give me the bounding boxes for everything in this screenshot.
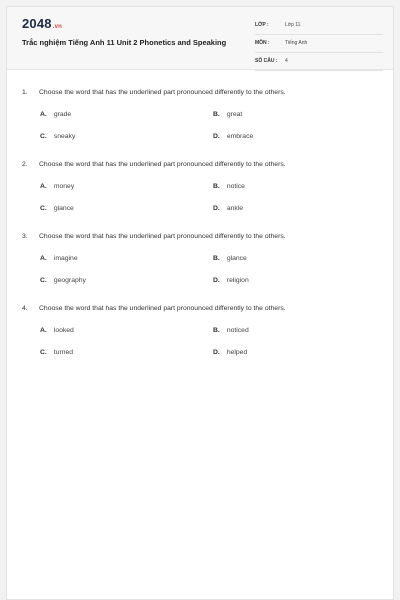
option-letter: D.	[213, 205, 220, 212]
question-2	[7, 151, 393, 223]
question-text: Choose the word that has the underlined part pronounced differently to the others.	[39, 305, 286, 312]
option-c[interactable]	[40, 349, 73, 356]
meta-row-subject	[255, 38, 383, 53]
meta-label: LỚP :	[255, 22, 269, 28]
option-letter: B.	[213, 111, 220, 118]
option-b[interactable]	[213, 183, 245, 190]
option-d[interactable]	[213, 277, 249, 284]
option-a[interactable]	[40, 111, 71, 118]
option-text: glance	[226, 255, 247, 262]
option-b[interactable]	[213, 255, 247, 262]
option-a[interactable]	[40, 255, 78, 262]
option-d[interactable]	[213, 205, 243, 212]
option-text: notice	[226, 183, 245, 190]
option-text: ankle	[226, 205, 244, 212]
question-text: Choose the word that has the underlined part pronounced differently to the others.	[39, 89, 286, 96]
option-letter: D.	[213, 277, 220, 284]
option-a[interactable]	[40, 183, 74, 190]
page-header	[7, 7, 393, 70]
option-text: glance	[53, 205, 74, 212]
option-letter: A.	[40, 183, 47, 190]
option-text: geography	[53, 277, 86, 284]
option-text: sneaky	[53, 133, 76, 140]
option-letter: C.	[40, 205, 47, 212]
question-number: 2.	[22, 161, 28, 168]
option-letter: B.	[213, 327, 220, 334]
option-d[interactable]	[213, 133, 253, 140]
meta-label: SỐ CÂU :	[255, 58, 278, 64]
option-letter: A.	[40, 111, 47, 118]
question-number: 4.	[22, 305, 28, 312]
logo-suffix: .vn	[52, 24, 63, 30]
option-letter: A.	[40, 255, 47, 262]
option-letter: A.	[40, 327, 47, 334]
question-number: 3.	[22, 233, 28, 240]
option-c[interactable]	[40, 133, 75, 140]
option-a[interactable]	[40, 327, 74, 334]
option-text: looked	[53, 327, 74, 334]
option-letter: D.	[213, 133, 220, 140]
option-c[interactable]	[40, 205, 74, 212]
question-text: Choose the word that has the underlined part pronounced differently to the others.	[39, 233, 286, 240]
option-text: embrace	[226, 133, 254, 140]
option-d[interactable]	[213, 349, 247, 356]
meta-row-count	[255, 56, 383, 71]
meta-label: MÔN :	[255, 40, 270, 46]
meta-value: 4	[285, 58, 288, 64]
option-text: imagine	[53, 255, 78, 262]
question-1	[7, 79, 393, 151]
option-letter: C.	[40, 133, 47, 140]
question-4	[7, 295, 393, 367]
logo-text: 2048	[22, 16, 52, 31]
option-text: grade	[53, 111, 72, 118]
option-text: helped	[226, 349, 248, 356]
option-letter: C.	[40, 349, 47, 356]
option-c[interactable]	[40, 277, 86, 284]
option-letter: C.	[40, 277, 47, 284]
option-letter: B.	[213, 255, 220, 262]
question-list	[7, 79, 393, 367]
option-text: turned	[53, 349, 74, 356]
option-b[interactable]	[213, 327, 249, 334]
option-text: noticed	[226, 327, 249, 334]
question-text: Choose the word that has the underlined part pronounced differently to the others.	[39, 161, 286, 168]
meta-value: Tiếng Anh	[285, 40, 308, 46]
meta-info	[255, 20, 383, 74]
site-logo[interactable]	[22, 16, 62, 31]
option-text: religion	[226, 277, 249, 284]
question-number: 1.	[22, 89, 28, 96]
page-title: Trắc nghiệm Tiếng Anh 11 Unit 2 Phonetics and Speaking	[22, 38, 227, 47]
quiz-page	[6, 6, 394, 600]
option-b[interactable]	[213, 111, 242, 118]
option-text: great	[226, 111, 243, 118]
question-3	[7, 223, 393, 295]
option-letter: D.	[213, 349, 220, 356]
option-letter: B.	[213, 183, 220, 190]
option-text: money	[53, 183, 75, 190]
meta-value: Lớp 11	[285, 22, 301, 28]
meta-row-class	[255, 20, 383, 35]
